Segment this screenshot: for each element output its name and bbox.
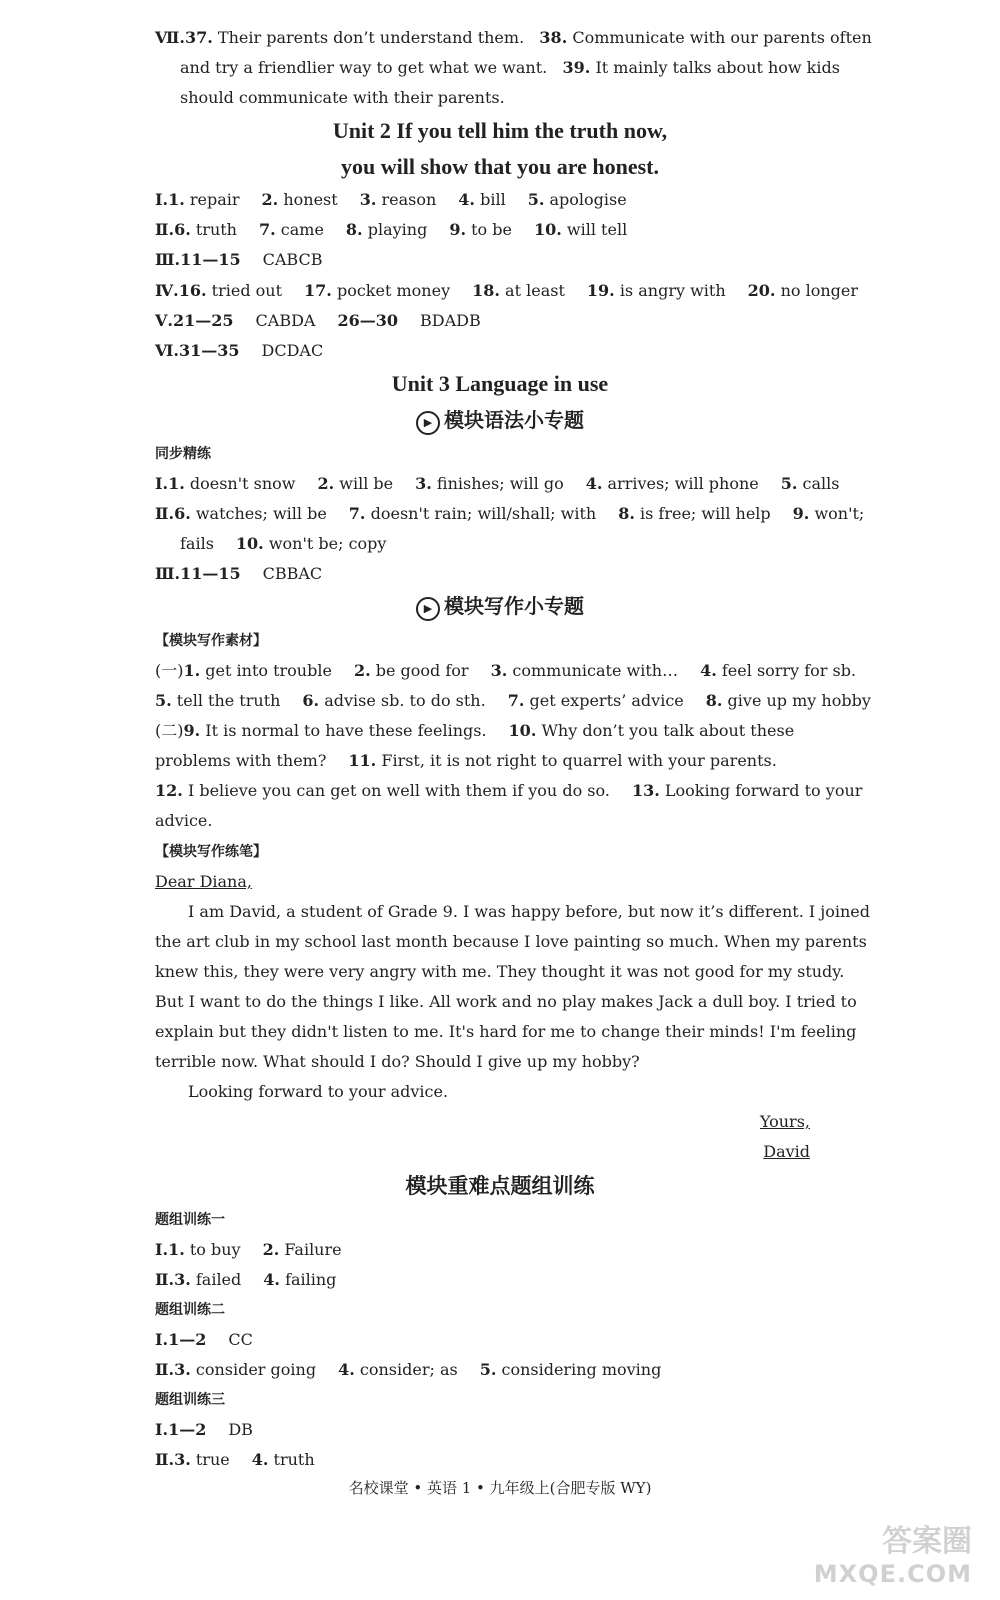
answer-text: finishes; will go: [436, 474, 564, 493]
unit2-row-v: [155, 311, 481, 331]
item-number: 6.: [302, 691, 320, 710]
answer-text: get into trouble: [205, 661, 332, 680]
item-number: 8.: [705, 691, 723, 710]
unit3-title: Unit 3 Language in use: [391, 371, 609, 396]
writing-heading-text: 模块写作小专题: [444, 594, 584, 618]
grammar-row-ii-cont: [180, 534, 386, 554]
item-number: 2.: [261, 190, 279, 209]
watermark-logo: [814, 1526, 972, 1590]
writing-heading: [0, 592, 1000, 621]
item-number: 17.: [304, 281, 332, 300]
material-row-4: [155, 751, 777, 771]
answer-text: is free; will help: [640, 504, 771, 523]
answer-text: at least: [505, 281, 565, 300]
item-range: 26—30: [337, 311, 398, 330]
item-number: 18.: [472, 281, 500, 300]
answer-text: won't;: [814, 504, 865, 523]
answer-text: consider; as: [359, 1360, 458, 1379]
item-number: 20.: [747, 281, 776, 300]
drill-heading: 模块重难点题组训练: [405, 1174, 595, 1198]
answer-text: give up my hobby: [727, 691, 871, 710]
item-number: 10.: [508, 721, 537, 740]
roman-numeral: Ⅰ.: [155, 1420, 169, 1439]
item-number: 13.: [631, 781, 660, 800]
answer-text: considering moving: [501, 1360, 662, 1379]
drill-g2-row-ii: [155, 1360, 661, 1380]
unit2-row-iii: [155, 250, 322, 270]
answer-text: Failure: [284, 1240, 342, 1259]
unit2-title-line2: you will show that you are honest.: [340, 154, 660, 179]
letter-line: I am David, a student of Grade 9. I was happy before, but now it’s different. I joined: [188, 902, 871, 921]
answer-text: watches; will be: [195, 504, 327, 523]
roman-numeral: Ⅰ.: [155, 1240, 169, 1259]
answer-text: CBBAC: [262, 564, 323, 583]
drill-group-1-label: 题组训练一: [155, 1212, 225, 1228]
play-circle-icon: ▶: [416, 411, 440, 435]
item-number: 9.: [792, 504, 810, 523]
answer-text: to buy: [189, 1240, 241, 1259]
item-number: 8.: [618, 504, 635, 523]
answer-text: honest: [283, 190, 338, 209]
letter-greeting: Dear Diana,: [155, 872, 252, 891]
section-prefix: (二): [155, 721, 184, 740]
item-number: 4.: [700, 661, 717, 680]
item-number: 5.: [527, 190, 545, 209]
item-number: 3.: [490, 661, 508, 680]
drill-g3-row-i: [155, 1420, 253, 1440]
answer-text: DCDAC: [261, 341, 324, 360]
answer-text: apologise: [549, 190, 627, 209]
roman-numeral: Ⅱ.: [155, 504, 175, 523]
answer-row-vii: [155, 28, 872, 48]
roman-numeral: Ⅱ.: [155, 220, 175, 239]
item-number: 4.: [251, 1450, 269, 1469]
roman-numeral: Ⅱ.: [155, 1450, 175, 1469]
watermark-url: MXQE.COM: [813, 1560, 972, 1588]
answer-text: arrives; will phone: [607, 474, 759, 493]
roman-numeral: Ⅱ.: [155, 1270, 175, 1289]
answer-text: to be: [471, 220, 512, 239]
roman-numeral: Ⅰ.: [155, 474, 169, 493]
item-number: 5.: [780, 474, 798, 493]
item-number: 3.: [415, 474, 432, 493]
item-number: 16.: [178, 281, 207, 300]
item-number: 10.: [235, 534, 264, 553]
letter-sign-off: Yours,: [759, 1112, 810, 1131]
unit2-row-iv: [155, 281, 880, 301]
drill-group-2-label: 题组训练二: [155, 1302, 225, 1318]
roman-numeral: Ⅶ.: [155, 28, 185, 47]
answer-text: fails: [180, 534, 214, 553]
answer-text: won't be; copy: [268, 534, 387, 553]
roman-numeral: Ⅰ.: [155, 190, 169, 209]
letter-line: explain but they didn't listen to me. It's hard for me to change their minds! I'm feeling: [155, 1022, 857, 1041]
answer-text: CABCB: [262, 250, 323, 269]
answer-text: feel sorry for sb.: [721, 661, 857, 680]
item-number: 3.: [359, 190, 377, 209]
answer-text: failed: [195, 1270, 242, 1289]
answer-text: came: [280, 220, 324, 239]
answer-text: no longer: [780, 281, 859, 300]
answer-text: advice.: [155, 811, 213, 830]
item-range: 1—2: [168, 1420, 207, 1439]
roman-numeral: Ⅵ.: [155, 341, 179, 360]
letter-line: knew this, they were very angry with me. They thought it was not good for my study.: [155, 962, 845, 981]
item-number: 37.: [184, 28, 213, 47]
item-number: 2.: [353, 661, 371, 680]
drill-g3-row-ii: [155, 1450, 315, 1470]
play-circle-icon: ▶: [416, 597, 440, 621]
item-number: 6.: [174, 504, 191, 523]
item-number: 5.: [155, 691, 172, 710]
letter-closing-line: Looking forward to your advice.: [188, 1082, 449, 1101]
answer-text: get experts’ advice: [529, 691, 684, 710]
answer-text: tried out: [211, 281, 283, 300]
drill-g2-row-i: [155, 1330, 253, 1350]
answer-text: bill: [480, 190, 506, 209]
roman-numeral: Ⅴ.: [155, 311, 173, 330]
item-number: 9.: [183, 721, 201, 740]
item-number: 7.: [348, 504, 366, 523]
grammar-heading-text: 模块语法小专题: [444, 408, 584, 432]
answer-text: DB: [228, 1420, 253, 1439]
answer-text: advise sb. to do sth.: [324, 691, 486, 710]
page-footer: 名校课堂 • 英语 1 • 九年级上(合肥专版 WY): [348, 1479, 652, 1497]
material-row-1: [155, 661, 856, 681]
drill-g1-row-ii: [155, 1270, 336, 1290]
grammar-heading: [0, 406, 1000, 435]
item-number: 4.: [585, 474, 603, 493]
answer-text: consider going: [195, 1360, 317, 1379]
letter-line: the art club in my school last month because I love painting so much. When my parents: [155, 932, 867, 951]
item-range: 11—15: [180, 564, 241, 583]
item-range: 21—25: [172, 311, 234, 330]
item-number: 3.: [174, 1360, 191, 1379]
material-row-3: [155, 721, 794, 741]
answer-text: CC: [228, 1330, 253, 1349]
answer-text: pocket money: [336, 281, 451, 300]
answer-row-vii-cont: [180, 58, 840, 78]
answer-text: Looking forward to your: [664, 781, 863, 800]
unit2-row-ii: [155, 220, 649, 240]
answer-text: will be: [339, 474, 394, 493]
answer-text: and try a friendlier way to get what we want.: [180, 58, 548, 77]
answer-text: failing: [285, 1270, 337, 1289]
answer-text: I believe you can get on well with them if you do so.: [187, 781, 610, 800]
unit2-row-i: [155, 190, 649, 210]
roman-numeral: Ⅰ.: [155, 1330, 169, 1349]
item-number: 1.: [183, 661, 201, 680]
answer-text: doesn't snow: [189, 474, 296, 493]
answer-text: reason: [381, 190, 437, 209]
answer-row-vii-cont2: [180, 88, 505, 108]
answer-text: tell the truth: [176, 691, 281, 710]
answer-text: will tell: [566, 220, 628, 239]
item-number: 3.: [174, 1450, 191, 1469]
answer-text: It mainly talks about how kids: [595, 58, 840, 77]
unit2-row-vi: [155, 341, 323, 361]
item-number: 11.: [348, 751, 377, 770]
answer-text: is angry with: [619, 281, 726, 300]
answer-text: true: [195, 1450, 230, 1469]
answer-text: should communicate with their parents.: [180, 88, 505, 107]
item-number: 6.: [174, 220, 191, 239]
item-number: 2.: [317, 474, 335, 493]
answer-text: Communicate with our parents often: [572, 28, 872, 47]
writing-material-label: 【模块写作素材】: [155, 633, 267, 649]
item-range: 11—15: [180, 250, 241, 269]
sync-practice-label: 同步精练: [155, 446, 211, 462]
unit2-title-line1: Unit 2 If you tell him the truth now,: [332, 118, 668, 143]
letter-signature: David: [763, 1142, 810, 1161]
answer-text: Their parents don’t understand them.: [217, 28, 525, 47]
answer-text: problems with them?: [155, 751, 327, 770]
material-row-2: [155, 691, 871, 711]
grammar-row-iii: [155, 564, 322, 584]
answer-text: It is normal to have these feelings.: [205, 721, 487, 740]
grammar-row-i: [155, 474, 861, 494]
item-number: 1.: [168, 474, 185, 493]
answer-text: Why don’t you talk about these: [541, 721, 795, 740]
item-range: 1—2: [168, 1330, 207, 1349]
item-number: 12.: [155, 781, 183, 800]
answer-text: CABDA: [255, 311, 316, 330]
item-number: 9.: [449, 220, 467, 239]
grammar-row-ii: [155, 504, 864, 524]
item-number: 8.: [345, 220, 363, 239]
answer-text: truth: [195, 220, 237, 239]
answer-text: repair: [189, 190, 240, 209]
item-number: 19.: [586, 281, 615, 300]
answer-text: playing: [367, 220, 428, 239]
item-number: 38.: [539, 28, 568, 47]
item-number: 4.: [458, 190, 475, 209]
item-range: 31—35: [178, 341, 240, 360]
answer-text: be good for: [375, 661, 469, 680]
letter-line: terrible now. What should I do? Should I give up my hobby?: [155, 1052, 640, 1071]
material-row-6: [155, 811, 212, 831]
roman-numeral: Ⅲ.: [155, 564, 181, 583]
answer-text: First, it is not right to quarrel with your parents.: [381, 751, 777, 770]
item-number: 39.: [562, 58, 591, 77]
item-number: 3.: [174, 1270, 191, 1289]
item-number: 10.: [533, 220, 562, 239]
item-number: 2.: [262, 1240, 280, 1259]
roman-numeral: Ⅱ.: [155, 1360, 175, 1379]
item-number: 7.: [507, 691, 525, 710]
item-number: 7.: [258, 220, 276, 239]
item-number: 4.: [263, 1270, 280, 1289]
answer-text: BDADB: [419, 311, 481, 330]
roman-numeral: Ⅳ.: [155, 281, 179, 300]
item-number: 5.: [479, 1360, 497, 1379]
answer-text: truth: [273, 1450, 315, 1469]
drill-g1-row-i: [155, 1240, 342, 1260]
material-row-5: [155, 781, 862, 801]
writing-practice-label: 【模块写作练笔】: [155, 844, 267, 860]
answer-text: calls: [802, 474, 840, 493]
letter-line: But I want to do the things I like. All work and no play makes Jack a dull boy. I tried to: [155, 992, 857, 1011]
answer-text: communicate with…: [512, 661, 679, 680]
answer-text: doesn't rain; will/shall; with: [370, 504, 597, 523]
item-number: 4.: [338, 1360, 355, 1379]
item-number: 1.: [168, 1240, 185, 1259]
item-number: 1.: [168, 190, 185, 209]
section-prefix: (一): [155, 661, 184, 680]
watermark-top-text: 答案圈: [882, 1524, 972, 1559]
roman-numeral: Ⅲ.: [155, 250, 181, 269]
drill-group-3-label: 题组训练三: [155, 1392, 225, 1408]
